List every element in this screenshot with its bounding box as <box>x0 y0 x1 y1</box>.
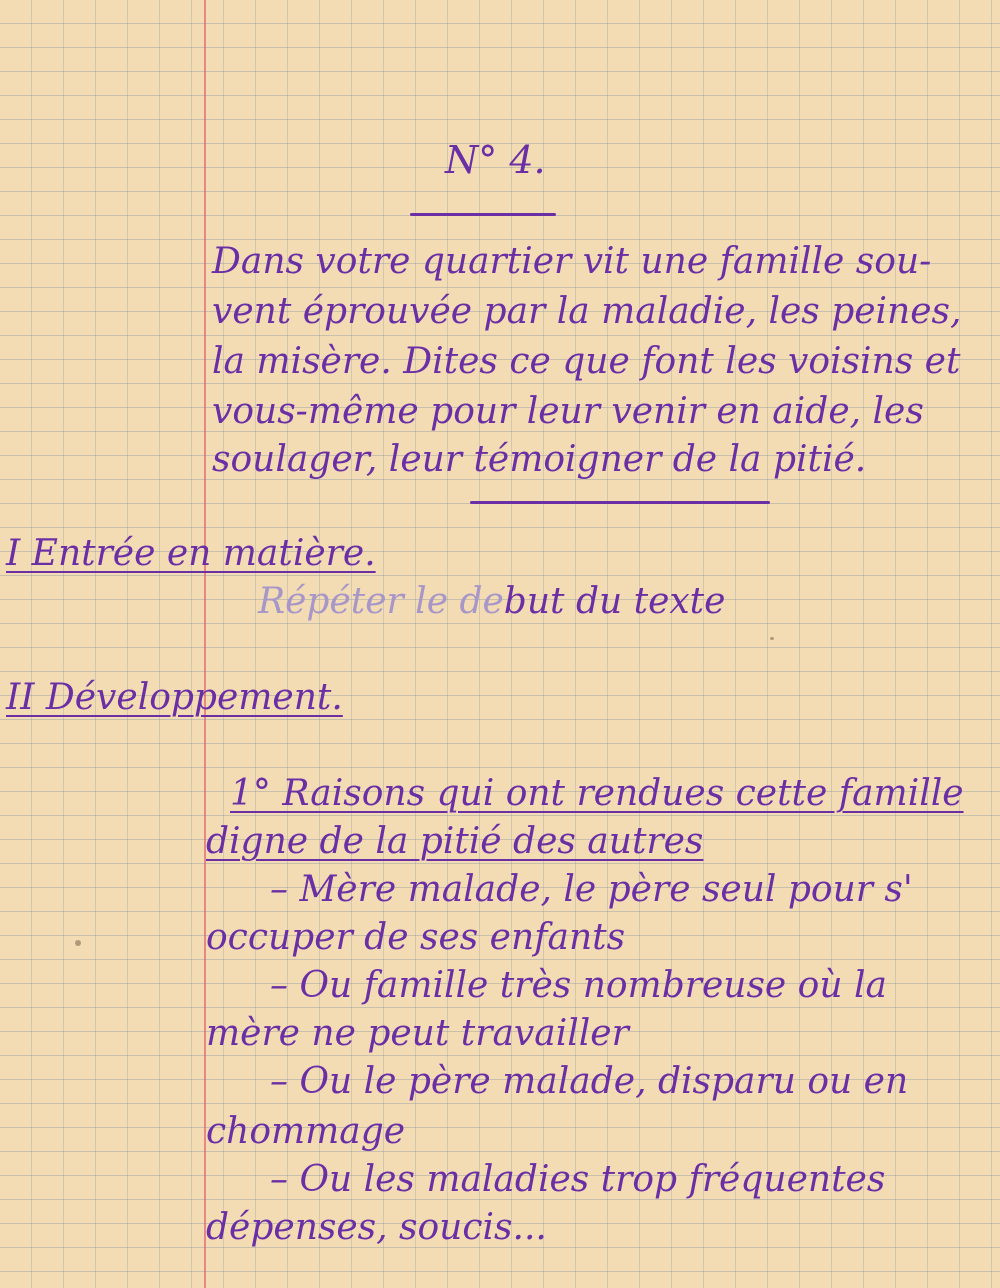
body-line-1: – Mère malade, le père seul pour s' <box>270 869 913 910</box>
prompt-line-5: soulager, leur témoigner de la pitié. <box>212 439 867 480</box>
section-1-note-faint: Répéter le de <box>258 581 504 622</box>
body-line-3: – Ou famille très nombreuse où la <box>270 965 887 1006</box>
prompt-line-3: la misère. Dites ce que font les voisins et <box>212 341 961 382</box>
page-number: N° 4. <box>445 138 546 182</box>
section-1-note-dark: but du texte <box>503 581 726 622</box>
subsection-1-heading-line-1: 1° Raisons qui ont rendues cette famille <box>230 773 964 814</box>
section-1-heading: I Entrée en matière. <box>6 533 376 574</box>
body-line-5: – Ou le père malade, disparu ou en <box>270 1061 909 1102</box>
prompt-divider <box>470 501 770 504</box>
prompt-line-2: vent éprouvée par la maladie, les peines, <box>212 291 962 332</box>
body-line-6: chommage <box>206 1111 406 1152</box>
section-2-heading: II Développement. <box>6 677 343 718</box>
body-line-4: mère ne peut travailler <box>206 1013 629 1054</box>
body-line-2: occuper de ses enfants <box>206 917 626 958</box>
prompt-line-4: vous-même pour leur venir en aide, les <box>212 391 924 432</box>
subsection-1-heading-line-2: digne de la pitié des autres <box>206 821 704 862</box>
prompt-line-1: Dans votre quartier vit une famille sou- <box>212 241 932 282</box>
red-margin-line <box>204 0 206 1288</box>
section-1-note <box>258 578 725 626</box>
title-underline <box>410 213 556 216</box>
paper-spot <box>75 940 81 946</box>
body-line-7: – Ou les maladies trop fréquentes <box>270 1159 886 1200</box>
body-line-8: dépenses, soucis... <box>206 1207 547 1248</box>
paper-spot <box>770 637 774 640</box>
